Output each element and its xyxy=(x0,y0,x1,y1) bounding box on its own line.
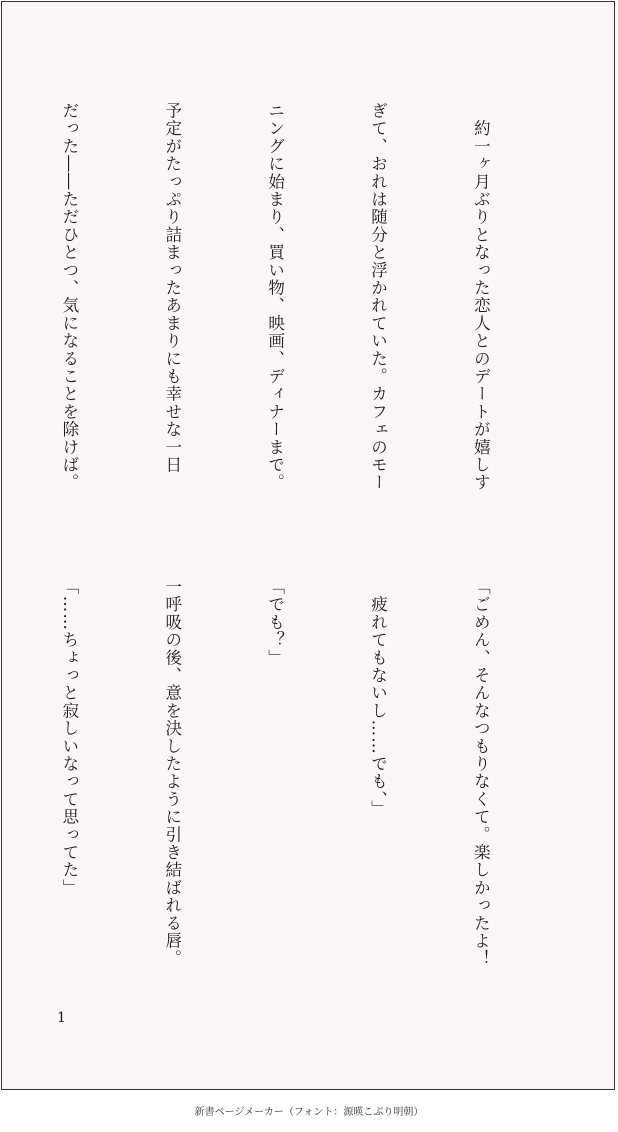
text-line: 一呼吸の後、意を決したように引き結ばれる唇。 xyxy=(162,578,182,968)
text-line: 疲れてもないし……でも、」 xyxy=(368,578,388,818)
text-block-bottom xyxy=(0,578,566,1008)
book-page xyxy=(1,1,615,1090)
text-line: ぎて、おれは随分と浮かれていた。カフェのモー xyxy=(368,102,388,492)
text-line: 「でも？」 xyxy=(265,578,285,667)
text-block-top xyxy=(0,102,566,532)
text-line: 約一ヶ月ぶりとなった恋人とのデートが嬉しす xyxy=(471,102,491,492)
text-line: 「ごめん、そんなつもりなくて。楽しかったよ！ xyxy=(471,578,491,968)
footer-credit: 新書ページメーカー（フォント：源暎こぶり明朝） xyxy=(194,1107,424,1118)
text-line: 予定がたっぷり詰まったあまりにも幸せな一日 xyxy=(162,102,182,474)
text-line: だった――ただひとつ、気になることを除けば。 xyxy=(59,102,79,492)
text-line: ニングに始まり、買い物、映画、ディナーまで。 xyxy=(265,102,285,492)
page-number: 1 xyxy=(57,1010,66,1026)
text-line: 「……ちょっと寂しいなって思ってた」 xyxy=(59,578,79,897)
